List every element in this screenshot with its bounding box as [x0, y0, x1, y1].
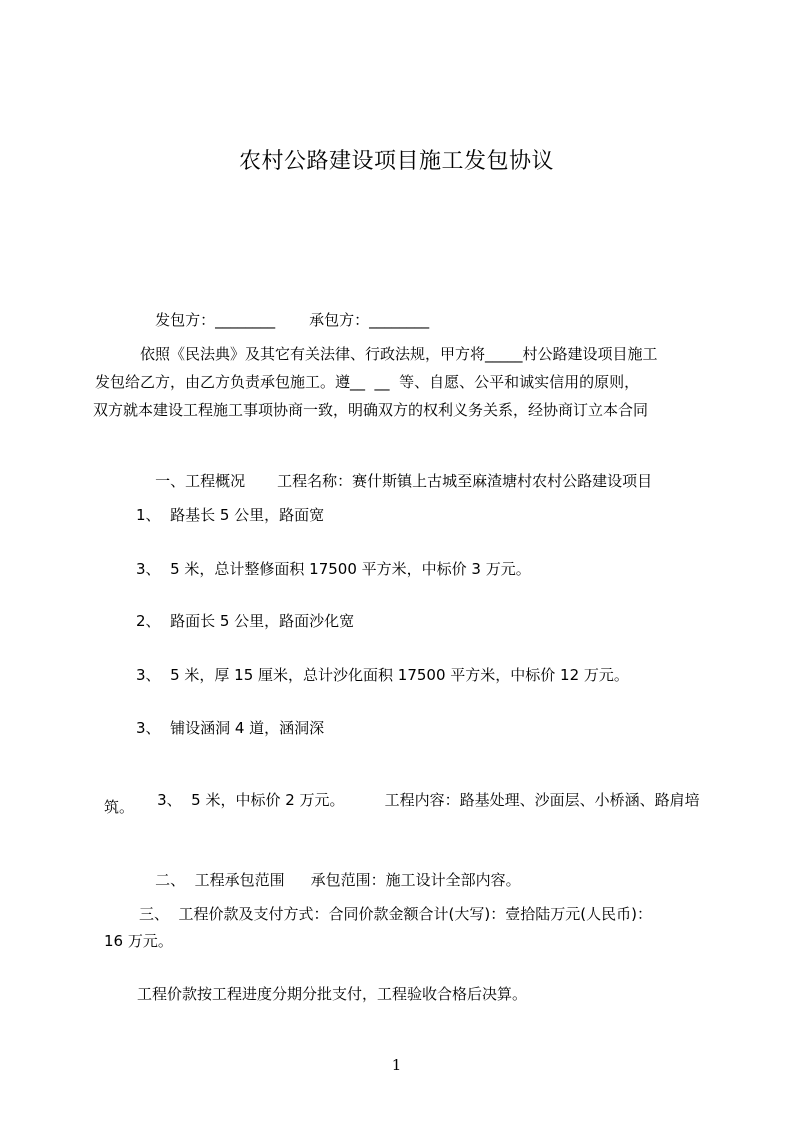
employer-blank: ________: [215, 311, 276, 329]
employer-label: 发包方：: [155, 311, 216, 329]
item-5: 3、 铺设涵洞 4 道，涵洞深: [136, 719, 325, 737]
section2-heading: 二、 工程承包范围: [155, 871, 285, 889]
item-4: 3、 5 米，厚 15 厘米，总计沙化面积 17500 平方米，中标价 12 万元。: [136, 666, 629, 684]
item-2: 3、 5 米，总计整修面积 17500 平方米，中标价 3 万元。: [136, 560, 531, 578]
contractor-blank: ________: [369, 311, 430, 329]
item-6-content: 工程内容：路基处理、沙面层、小桥涵、路肩培: [384, 791, 700, 809]
item-3: 2、 路面长 5 公里，路面沙化宽: [136, 612, 355, 630]
preamble-line-3: 双方就本建设工程施工事项协商一致，明确双方的权利义务关系，经协商订立本合同: [93, 401, 649, 419]
document-title: 农村公路建设项目施工发包协议: [238, 149, 554, 174]
project-name: 工程名称：赛什斯镇上古城至麻渣塘村农村公路建设项目: [277, 472, 653, 490]
contractor-label: 承包方：: [309, 311, 370, 329]
section1-heading: 一、工程概况: [155, 472, 246, 490]
section1-line: [136, 451, 652, 511]
section2-line: [136, 850, 521, 910]
item-6-continuation: 筑。: [104, 798, 135, 816]
section3-continuation: 16 万元。: [104, 932, 173, 950]
payment-note: 工程价款按工程进度分期分批支付，工程验收合格后决算。: [137, 985, 528, 1003]
parties-line: [136, 290, 429, 350]
item-6-line: [138, 770, 700, 830]
item-6-text: 3、 5 米，中标价 2 万元。: [157, 791, 345, 809]
item-1: 1、 路基长 5 公里，路面宽: [136, 506, 325, 524]
page-number: 1: [391, 1056, 402, 1074]
section3-heading: 三、 工程价款及支付方式：合同价款金额合计(大写)：壹拾陆万元(人民币)：: [139, 905, 652, 923]
preamble-line-1: 依照《民法典》及其它有关法律、行政法规，甲方将_____村公路建设项目施工: [140, 345, 658, 363]
preamble-line-2: 发包给乙方，由乙方负责承包施工。遵__ __ 等、自愿、公平和诚实信用的原则，: [95, 373, 640, 391]
section2-scope: 承包范围：施工设计全部内容。: [310, 871, 521, 889]
